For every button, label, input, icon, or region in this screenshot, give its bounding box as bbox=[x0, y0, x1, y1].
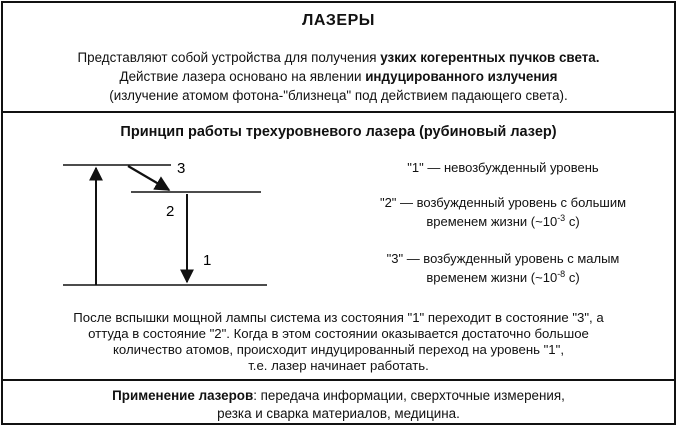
level-3-description-line-2 bbox=[353, 268, 653, 287]
intro-line-1-text: Представляют собой устройства для получения bbox=[77, 50, 377, 65]
page-title: ЛАЗЕРЫ bbox=[302, 12, 375, 29]
level-3-description-line-1: "3" — возбужденный уровень с малым bbox=[386, 251, 620, 266]
application-bold: Применение лазеров bbox=[112, 388, 254, 403]
level-2-lifetime-unit: с) bbox=[565, 214, 580, 229]
level-2-description-line-1: "2" — возбужденный уровень с большим bbox=[379, 195, 627, 210]
description-line-2: оттуда в состояние "2". Когда в этом состоянии оказывается достаточно большое bbox=[88, 326, 589, 341]
level-1-description: "1" — невозбужденный уровень bbox=[407, 160, 599, 175]
level-3-exponent: -8 bbox=[557, 269, 566, 279]
intro-line-1-bold: узких когерентных пучков света. bbox=[380, 50, 600, 65]
description-line-1: После вспышки мощной лампы система из состояния "1" переходит в состояние "3", а bbox=[73, 310, 604, 325]
level-1-label: 1 bbox=[203, 252, 212, 269]
laser-info-sheet bbox=[1, 1, 676, 425]
level-2-label: 2 bbox=[166, 203, 175, 220]
intro-line-2-text: Действие лазера основано на явлении bbox=[119, 69, 362, 84]
intro-line-3: (излучение атомом фотона-"близнеца" под действием падающего света). bbox=[109, 88, 568, 103]
level-2-description-line-2 bbox=[353, 212, 653, 231]
level-3-lifetime-text: временем жизни (~10 bbox=[426, 270, 558, 285]
relaxation-arrow bbox=[128, 166, 169, 190]
application-line-2: резка и сварка материалов, медицина. bbox=[217, 406, 460, 421]
level-3-label: 3 bbox=[177, 160, 186, 177]
section-divider-2 bbox=[3, 379, 674, 381]
application-text: : передача информации, сверхточные измерения, bbox=[253, 388, 565, 403]
principle-title: Принцип работы трехуровневого лазера (рубиновый лазер) bbox=[120, 124, 557, 140]
level-3-lifetime-unit: с) bbox=[565, 270, 580, 285]
description-line-4: т.е. лазер начинает работать. bbox=[248, 358, 429, 373]
level-2-lifetime-text: временем жизни (~10 bbox=[426, 214, 558, 229]
intro-line-2-bold: индуцированного излучения bbox=[365, 69, 558, 84]
level-2-exponent: -3 bbox=[557, 213, 566, 223]
application-line-1 bbox=[3, 387, 674, 405]
description-line-3: количество атомов, происходит индуцированный переход на уровень "1", bbox=[112, 342, 564, 357]
